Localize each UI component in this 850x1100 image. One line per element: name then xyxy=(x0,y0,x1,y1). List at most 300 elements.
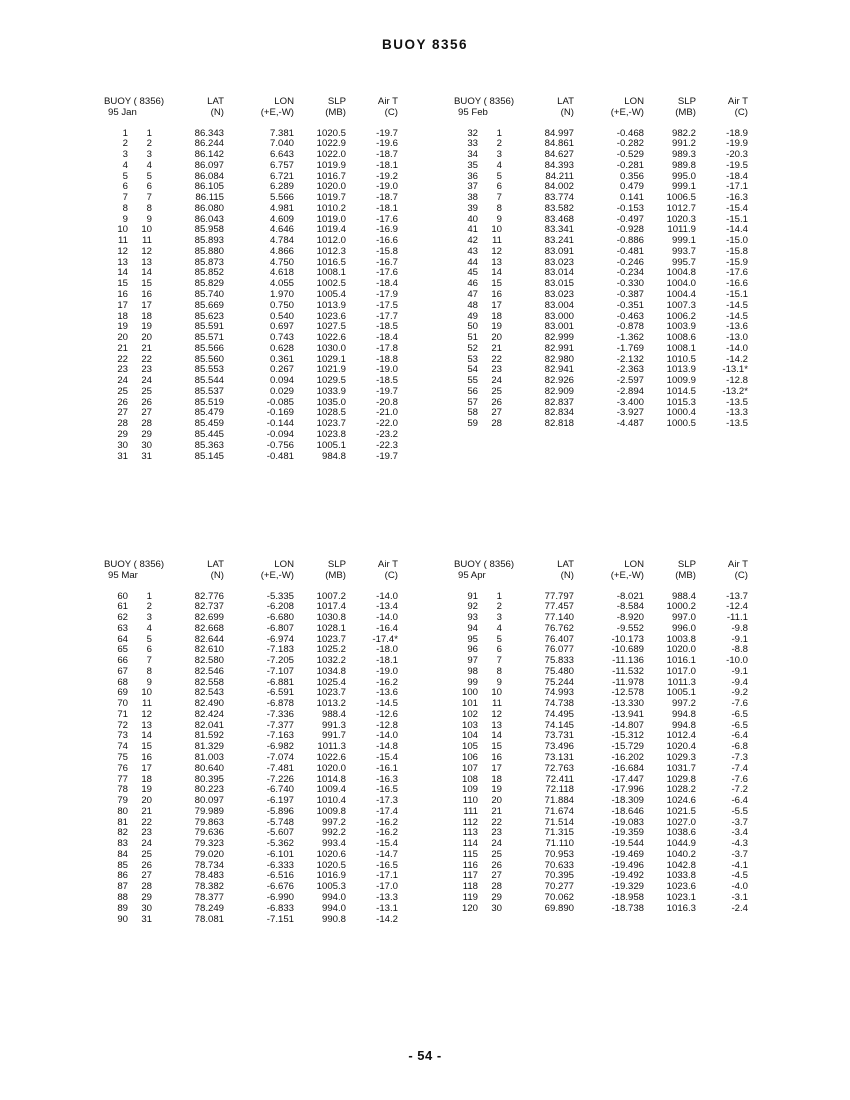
day-cell: 19 xyxy=(141,784,152,796)
seq-cell: 93 xyxy=(467,612,478,624)
seq-cell: 56 xyxy=(467,385,478,397)
month-label: 95 Feb xyxy=(458,106,488,118)
lat-cell: 79.989 xyxy=(194,805,224,817)
slp-cell: 1027.0 xyxy=(666,816,696,828)
airt-cell: -15.8 xyxy=(376,245,398,257)
seq-cell: 16 xyxy=(117,289,128,301)
day-cell: 9 xyxy=(146,676,152,688)
lon-cell: 0.141 xyxy=(619,192,644,204)
lon-cell: -1.769 xyxy=(616,342,644,354)
seq-cell: 9 xyxy=(122,213,128,225)
day-cell: 15 xyxy=(491,278,502,290)
day-cell: 12 xyxy=(491,708,502,720)
slp-cell: 1017.0 xyxy=(666,665,696,677)
lat-cell: 84.861 xyxy=(544,138,574,150)
slp-cell: 1009.9 xyxy=(666,375,696,387)
airt-cell: -12.6 xyxy=(376,708,398,720)
slp-cell: 1020.4 xyxy=(666,741,696,753)
lat-cell: 82.818 xyxy=(544,418,574,430)
airt-cell: -17.6 xyxy=(376,267,398,279)
seq-cell: 11 xyxy=(118,235,128,247)
lon-unit: (+E,-W) xyxy=(260,106,294,118)
lon-cell: -5.607 xyxy=(266,827,294,839)
seq-cell: 5 xyxy=(122,170,128,182)
airt-cell: -18.1 xyxy=(376,655,398,667)
table-row xyxy=(454,419,754,430)
lon-cell: -4.487 xyxy=(616,418,644,430)
lat-cell: 75.244 xyxy=(544,676,574,688)
day-cell: 13 xyxy=(141,719,152,731)
slp-header: SLP xyxy=(677,96,696,107)
table-row xyxy=(454,807,754,818)
seq-cell: 114 xyxy=(462,838,478,850)
lon-cell: -0.463 xyxy=(616,310,644,322)
seq-cell: 89 xyxy=(117,902,128,914)
lon-cell: -2.597 xyxy=(616,375,644,387)
slp-cell: 1006.5 xyxy=(666,192,696,204)
slp-cell: 1021.9 xyxy=(316,364,346,376)
day-cell: 8 xyxy=(146,665,152,677)
lat-header: LAT xyxy=(207,559,224,570)
slp-cell: 1024.6 xyxy=(666,795,696,807)
lat-cell: 82.909 xyxy=(544,385,574,397)
seq-cell: 90 xyxy=(117,913,128,925)
lat-cell: 82.424 xyxy=(194,708,224,720)
airt-cell: -15.4 xyxy=(726,202,748,214)
slp-cell: 1034.8 xyxy=(316,665,346,677)
seq-cell: 13 xyxy=(117,256,128,268)
table-header-units-row xyxy=(104,571,404,582)
lat-cell: 86.115 xyxy=(195,192,224,204)
lat-cell: 81.592 xyxy=(194,730,224,742)
seq-cell: 108 xyxy=(461,773,478,785)
lon-cell: -17.447 xyxy=(611,773,644,785)
lat-header: LAT xyxy=(207,96,224,107)
seq-cell: 117 xyxy=(462,870,478,882)
slp-cell: 989.3 xyxy=(671,149,696,161)
seq-cell: 50 xyxy=(467,321,478,333)
lon-cell: 4.750 xyxy=(269,256,294,268)
lat-cell: 85.459 xyxy=(194,418,224,430)
slp-cell: 1020.0 xyxy=(316,762,346,774)
airt-cell: -18.1 xyxy=(376,159,398,171)
lat-cell: 72.411 xyxy=(545,773,574,785)
slp-cell: 1008.6 xyxy=(666,332,696,344)
seq-cell: 86 xyxy=(117,870,128,882)
airt-unit: (C) xyxy=(384,106,398,118)
airt-cell: -18.7 xyxy=(376,149,398,161)
slp-cell: 997.0 xyxy=(671,612,696,624)
airt-cell: -7.2 xyxy=(731,784,748,796)
lon-cell: -0.169 xyxy=(266,407,294,419)
lat-cell: 83.023 xyxy=(544,289,574,301)
lon-cell: -0.886 xyxy=(616,235,644,247)
lat-cell: 70.062 xyxy=(544,891,574,903)
lat-cell: 74.738 xyxy=(544,698,574,710)
airt-cell: -16.2 xyxy=(376,816,398,828)
airt-cell: -4.0 xyxy=(731,881,748,893)
lon-cell: -16.202 xyxy=(611,752,644,764)
slp-cell: 1019.7 xyxy=(316,192,346,204)
slp-cell: 993.4 xyxy=(321,838,346,850)
airt-cell: -16.5 xyxy=(376,784,398,796)
lat-cell: 80.223 xyxy=(194,784,224,796)
day-cell: 23 xyxy=(141,827,152,839)
airt-cell: -14.0 xyxy=(376,730,398,742)
lon-cell: -8.021 xyxy=(616,590,644,602)
lon-cell: -6.208 xyxy=(266,601,294,613)
airt-cell: -17.4* xyxy=(372,633,398,645)
slp-cell: 1022.6 xyxy=(316,752,346,764)
lon-cell: -2.363 xyxy=(616,364,644,376)
airt-cell: -23.2 xyxy=(376,428,398,440)
seq-cell: 82 xyxy=(117,827,128,839)
airt-cell: -14.8 xyxy=(376,741,398,753)
lat-cell: 85.829 xyxy=(194,278,224,290)
lat-cell: 77.797 xyxy=(544,590,574,602)
day-cell: 29 xyxy=(141,891,152,903)
airt-cell: -20.8 xyxy=(376,396,398,408)
seq-cell: 39 xyxy=(467,202,478,214)
seq-cell: 105 xyxy=(461,741,478,753)
slp-cell: 1022.9 xyxy=(316,138,346,150)
airt-cell: -6.5 xyxy=(731,719,748,731)
lon-cell: 4.609 xyxy=(269,213,294,225)
day-cell: 1 xyxy=(496,590,502,602)
lon-cell: -6.516 xyxy=(266,870,294,882)
day-cell: 14 xyxy=(141,730,152,742)
lon-cell: 6.757 xyxy=(269,159,294,171)
airt-cell: -13.3 xyxy=(726,407,748,419)
slp-cell: 999.1 xyxy=(671,181,696,193)
day-cell: 17 xyxy=(141,299,152,311)
slp-cell: 1023.7 xyxy=(316,418,346,430)
seq-cell: 102 xyxy=(461,708,478,720)
seq-cell: 103 xyxy=(461,719,478,731)
seq-cell: 32 xyxy=(467,127,478,139)
lat-cell: 80.640 xyxy=(194,762,224,774)
slp-cell: 989.8 xyxy=(671,159,696,171)
airt-cell: -11.1 xyxy=(726,612,748,624)
airt-cell: -13.0 xyxy=(726,332,748,344)
lon-cell: -19.329 xyxy=(611,881,644,893)
lon-cell: 0.628 xyxy=(269,342,294,354)
airt-cell: -16.7 xyxy=(376,256,398,268)
slp-cell: 1030.8 xyxy=(316,612,346,624)
day-cell: 26 xyxy=(491,396,502,408)
slp-cell: 1000.2 xyxy=(666,601,696,613)
slp-cell: 1023.6 xyxy=(316,310,346,322)
day-cell: 7 xyxy=(496,192,502,204)
seq-cell: 115 xyxy=(462,848,478,860)
lon-cell: 7.040 xyxy=(269,138,294,150)
slp-cell: 988.4 xyxy=(321,708,346,720)
airt-cell: -4.5 xyxy=(731,870,748,882)
airt-cell: -19.0 xyxy=(376,181,398,193)
lat-cell: 75.480 xyxy=(544,665,574,677)
slp-cell: 1011.3 xyxy=(317,741,346,753)
lat-cell: 85.537 xyxy=(194,385,224,397)
airt-header: Air T xyxy=(377,559,398,570)
seq-cell: 97 xyxy=(467,655,478,667)
day-cell: 28 xyxy=(141,418,152,430)
table-body xyxy=(104,129,404,463)
table-row xyxy=(104,807,404,818)
table-row xyxy=(104,904,404,915)
lon-cell: 0.750 xyxy=(269,299,294,311)
slp-cell: 1012.3 xyxy=(316,245,346,257)
slp-unit: (MB) xyxy=(675,106,696,118)
lat-cell: 85.571 xyxy=(194,332,224,344)
seq-cell: 7 xyxy=(122,192,128,204)
day-cell: 17 xyxy=(491,299,502,311)
lon-cell: -19.544 xyxy=(611,838,644,850)
airt-cell: -13.6 xyxy=(376,687,398,699)
day-cell: 4 xyxy=(496,159,502,171)
lon-cell: -0.246 xyxy=(616,256,644,268)
seq-cell: 36 xyxy=(467,170,478,182)
day-cell: 18 xyxy=(141,773,152,785)
seq-cell: 99 xyxy=(467,676,478,688)
airt-cell: -8.8 xyxy=(731,644,748,656)
seq-cell: 41 xyxy=(467,224,478,236)
lat-cell: 82.668 xyxy=(194,622,224,634)
day-cell: 30 xyxy=(491,902,502,914)
lat-cell: 84.211 xyxy=(545,170,574,182)
slp-cell: 1009.4 xyxy=(316,784,346,796)
airt-cell: -18.4 xyxy=(376,278,398,290)
lon-cell: -0.281 xyxy=(616,159,644,171)
lon-cell: 4.784 xyxy=(269,235,294,247)
day-cell: 24 xyxy=(491,838,502,850)
slp-cell: 1028.2 xyxy=(666,784,696,796)
day-cell: 11 xyxy=(142,698,152,710)
airt-cell: -16.1 xyxy=(376,762,398,774)
day-cell: 10 xyxy=(491,224,502,236)
airt-header: Air T xyxy=(727,559,748,570)
lat-cell: 82.543 xyxy=(194,687,224,699)
slp-cell: 1020.0 xyxy=(316,181,346,193)
day-cell: 26 xyxy=(491,859,502,871)
slp-cell: 1013.2 xyxy=(316,698,346,710)
lat-cell: 82.991 xyxy=(544,342,574,354)
lon-cell: -13.941 xyxy=(611,708,644,720)
day-cell: 16 xyxy=(141,289,152,301)
airt-cell: -6.4 xyxy=(731,730,748,742)
lon-cell: -18.646 xyxy=(611,805,644,817)
day-cell: 22 xyxy=(491,816,502,828)
airt-cell: -17.1 xyxy=(726,181,748,193)
table-row xyxy=(454,161,754,172)
airt-cell: -18.4 xyxy=(726,170,748,182)
lon-cell: -19.359 xyxy=(611,827,644,839)
lon-cell: -11.136 xyxy=(612,655,644,667)
slp-cell: 1012.7 xyxy=(666,202,696,214)
day-cell: 20 xyxy=(141,795,152,807)
lat-cell: 78.382 xyxy=(194,881,224,893)
lat-cell: 82.558 xyxy=(194,676,224,688)
seq-cell: 35 xyxy=(467,159,478,171)
airt-header: Air T xyxy=(377,96,398,107)
lon-cell: 4.866 xyxy=(269,245,294,257)
day-cell: 3 xyxy=(496,149,502,161)
lon-cell: -0.144 xyxy=(266,418,294,430)
seq-cell: 62 xyxy=(117,612,128,624)
lon-cell: -6.333 xyxy=(266,859,294,871)
seq-cell: 53 xyxy=(467,353,478,365)
day-cell: 1 xyxy=(496,127,502,139)
day-cell: 3 xyxy=(496,612,502,624)
slp-cell: 982.2 xyxy=(671,127,696,139)
day-cell: 19 xyxy=(491,321,502,333)
lat-cell: 83.091 xyxy=(544,245,574,257)
day-cell: 25 xyxy=(491,848,502,860)
day-cell: 30 xyxy=(141,439,152,451)
lat-cell: 82.644 xyxy=(194,633,224,645)
seq-cell: 92 xyxy=(467,601,478,613)
lat-cell: 85.553 xyxy=(194,364,224,376)
lon-cell: -6.807 xyxy=(266,622,294,634)
airt-cell: -18.0 xyxy=(376,644,398,656)
seq-cell: 98 xyxy=(467,665,478,677)
day-cell: 29 xyxy=(491,891,502,903)
seq-cell: 74 xyxy=(117,741,128,753)
day-cell: 14 xyxy=(141,267,152,279)
slp-cell: 1019.9 xyxy=(316,159,346,171)
seq-cell: 73 xyxy=(117,730,128,742)
day-cell: 16 xyxy=(141,752,152,764)
seq-cell: 17 xyxy=(117,299,128,311)
slp-header: SLP xyxy=(327,96,346,107)
airt-cell: -9.8 xyxy=(731,622,748,634)
seq-cell: 4 xyxy=(122,159,128,171)
airt-cell: -16.6 xyxy=(726,278,748,290)
lon-cell: -7.107 xyxy=(266,665,294,677)
seq-cell: 91 xyxy=(467,590,478,602)
seq-cell: 75 xyxy=(117,752,128,764)
day-cell: 30 xyxy=(141,902,152,914)
airt-cell: -13.6 xyxy=(726,321,748,333)
seq-cell: 43 xyxy=(467,245,478,257)
lon-cell: -0.153 xyxy=(616,202,644,214)
day-cell: 9 xyxy=(146,213,152,225)
lon-cell: 4.055 xyxy=(269,278,294,290)
lon-cell: 0.743 xyxy=(269,332,294,344)
airt-cell: -5.5 xyxy=(731,805,748,817)
airt-cell: -6.4 xyxy=(731,795,748,807)
airt-cell: -16.2 xyxy=(376,676,398,688)
airt-cell: -17.5 xyxy=(376,299,398,311)
lat-cell: 82.546 xyxy=(194,665,224,677)
airt-cell: -10.0 xyxy=(726,655,748,667)
slp-cell: 997.2 xyxy=(321,816,346,828)
day-cell: 13 xyxy=(141,256,152,268)
slp-cell: 1020.6 xyxy=(316,848,346,860)
airt-cell: -3.4 xyxy=(731,827,748,839)
seq-cell: 69 xyxy=(117,687,128,699)
airt-cell: -9.1 xyxy=(731,633,748,645)
lon-cell: -0.481 xyxy=(266,450,294,462)
slp-cell: 1012.4 xyxy=(666,730,696,742)
airt-cell: -13.3 xyxy=(376,891,398,903)
slp-cell: 1005.1 xyxy=(666,687,696,699)
lat-cell: 83.023 xyxy=(544,256,574,268)
slp-cell: 1005.1 xyxy=(316,439,346,451)
slp-cell: 994.8 xyxy=(671,708,696,720)
lat-cell: 82.834 xyxy=(544,407,574,419)
slp-cell: 1022.0 xyxy=(316,149,346,161)
slp-cell: 992.2 xyxy=(321,827,346,839)
lat-cell: 85.669 xyxy=(194,299,224,311)
lon-cell: -0.387 xyxy=(616,289,644,301)
lon-cell: 0.356 xyxy=(619,170,644,182)
seq-cell: 37 xyxy=(467,181,478,193)
day-cell: 19 xyxy=(141,321,152,333)
slp-cell: 1008.1 xyxy=(666,342,696,354)
day-cell: 27 xyxy=(141,407,152,419)
lat-cell: 85.591 xyxy=(194,321,224,333)
day-cell: 13 xyxy=(491,719,502,731)
slp-cell: 1030.0 xyxy=(316,342,346,354)
lon-cell: -3.927 xyxy=(616,407,644,419)
lon-cell: -7.481 xyxy=(266,762,294,774)
lon-header: LON xyxy=(274,96,294,107)
seq-cell: 42 xyxy=(467,235,478,247)
table-row xyxy=(454,764,754,775)
day-cell: 23 xyxy=(491,364,502,376)
slp-cell: 1005.4 xyxy=(316,289,346,301)
seq-cell: 6 xyxy=(122,181,128,193)
airt-cell: -12.8 xyxy=(376,719,398,731)
lat-cell: 83.014 xyxy=(544,267,574,279)
slp-cell: 988.4 xyxy=(671,590,696,602)
day-cell: 15 xyxy=(491,741,502,753)
lon-cell: -0.085 xyxy=(266,396,294,408)
lon-cell: 7.381 xyxy=(269,127,294,139)
lat-cell: 83.774 xyxy=(544,192,574,204)
table-body xyxy=(104,592,404,926)
seq-cell: 81 xyxy=(117,816,128,828)
lat-cell: 86.084 xyxy=(194,170,224,182)
lon-cell: 4.618 xyxy=(269,267,294,279)
lat-cell: 79.323 xyxy=(194,838,224,850)
airt-unit: (C) xyxy=(734,569,748,581)
lat-cell: 81.003 xyxy=(194,752,224,764)
seq-cell: 84 xyxy=(117,848,128,860)
table-header-row xyxy=(104,560,404,571)
day-cell: 24 xyxy=(491,375,502,387)
airt-cell: -9.2 xyxy=(731,687,748,699)
lat-cell: 79.863 xyxy=(194,816,224,828)
lat-cell: 70.633 xyxy=(544,859,574,871)
airt-cell: -13.5 xyxy=(726,418,748,430)
day-cell: 5 xyxy=(496,170,502,182)
airt-cell: -14.0 xyxy=(726,342,748,354)
lat-cell: 85.519 xyxy=(194,396,224,408)
seq-cell: 119 xyxy=(462,891,478,903)
lat-cell: 82.490 xyxy=(194,698,224,710)
seq-cell: 64 xyxy=(117,633,128,645)
slp-cell: 994.0 xyxy=(321,891,346,903)
lat-cell: 80.395 xyxy=(194,773,224,785)
day-cell: 8 xyxy=(496,665,502,677)
lon-cell: -6.680 xyxy=(266,612,294,624)
lat-cell: 73.131 xyxy=(544,752,574,764)
lat-cell: 70.395 xyxy=(544,870,574,882)
seq-cell: 87 xyxy=(117,881,128,893)
slp-cell: 1010.5 xyxy=(666,353,696,365)
slp-cell: 1011.3 xyxy=(667,676,696,688)
